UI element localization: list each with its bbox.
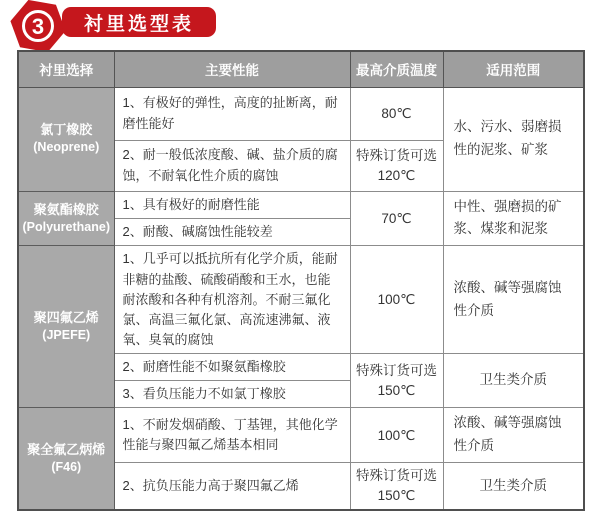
col-header-performance: 主要性能 [114, 51, 350, 87]
lining-name-en: (F46) [51, 459, 82, 474]
lining-name-ptfe [18, 246, 114, 408]
temp-value: 100℃ [350, 408, 443, 463]
page-title: 衬里选型表 [62, 7, 216, 37]
temp-value [350, 140, 443, 191]
lining-name-en: (Neoprene) [33, 140, 100, 155]
performance-text: 2、抗负压能力高于聚四氟乙烯 [114, 463, 350, 510]
scope-text: 中性、强磨损的矿浆、煤浆和泥浆 [443, 191, 584, 246]
performance-text: 1、几乎可以抵抗所有化学介质，能耐非糖的盐酸、硫酸硝酸和王水，也能耐浓酸和各种有机溶剂。不耐三氟化氯、高温三氟化氯、高流速沸氟、液氧、臭氧的腐蚀 [114, 246, 350, 354]
lining-name: 聚四氟乙烯 [33, 310, 99, 326]
temp-value: 150℃ [377, 487, 416, 503]
lining-name-polyurethane [18, 191, 114, 246]
performance-text: 2、耐一般低浓度酸、碱、盐介质的腐蚀，不耐氧化性介质的腐蚀 [114, 140, 350, 191]
temp-note: 特殊订货可选 [356, 468, 437, 484]
temp-note: 特殊订货可选 [356, 147, 437, 163]
scope-text: 浓酸、碱等强腐蚀性介质 [443, 408, 584, 463]
lining-name: 聚全氟乙炳烯 [27, 441, 106, 457]
temp-value [350, 354, 443, 408]
table-row [18, 246, 584, 354]
performance-text: 1、具有极好的耐磨性能 [114, 191, 350, 218]
lining-name-neoprene [18, 87, 114, 191]
performance-text: 1、有极好的弹性，高度的扯断离，耐磨性能好 [114, 87, 350, 140]
lining-name-en: (Polyurethane) [22, 219, 110, 234]
table-row [18, 87, 584, 140]
performance-text: 1、不耐发烟硝酸、丁基锂，其他化学性能与聚四氟乙烯基本相同 [114, 408, 350, 463]
lining-name: 氯丁橡胶 [40, 122, 93, 138]
performance-text: 2、耐磨性能不如聚氨酯橡胶 [114, 354, 350, 381]
col-header-max-temp: 最高介质温度 [350, 51, 443, 87]
lining-name-en: (JPEFE) [42, 328, 91, 343]
lining-name: 聚氨酯橡胶 [33, 201, 99, 217]
temp-value: 80℃ [350, 87, 443, 140]
temp-value: 150℃ [377, 382, 416, 398]
col-header-scope: 适用范围 [443, 51, 584, 87]
lining-selection-table [17, 50, 585, 511]
performance-text: 2、耐酸、碱腐蚀性能较差 [114, 218, 350, 245]
temp-value: 70℃ [350, 191, 443, 246]
badge-number: 3 [31, 14, 45, 39]
scope-text: 卫生类介质 [443, 463, 584, 510]
lining-name-f46 [18, 408, 114, 510]
scope-text: 浓酸、碱等强腐蚀性介质 [443, 246, 584, 354]
table-row [18, 191, 584, 218]
scope-text: 卫生类介质 [443, 354, 584, 408]
table-row [18, 408, 584, 463]
col-header-lining: 衬里选择 [18, 51, 114, 87]
performance-text: 3、看负压能力不如氯丁橡胶 [114, 381, 350, 408]
temp-note: 特殊订货可选 [356, 363, 437, 379]
temp-value [350, 463, 443, 510]
scope-text: 水、污水、弱磨损性的泥浆、矿浆 [443, 87, 584, 191]
temp-value: 100℃ [350, 246, 443, 354]
section-header [0, 0, 600, 50]
temp-value: 120℃ [377, 167, 416, 183]
table-header-row [18, 51, 584, 87]
